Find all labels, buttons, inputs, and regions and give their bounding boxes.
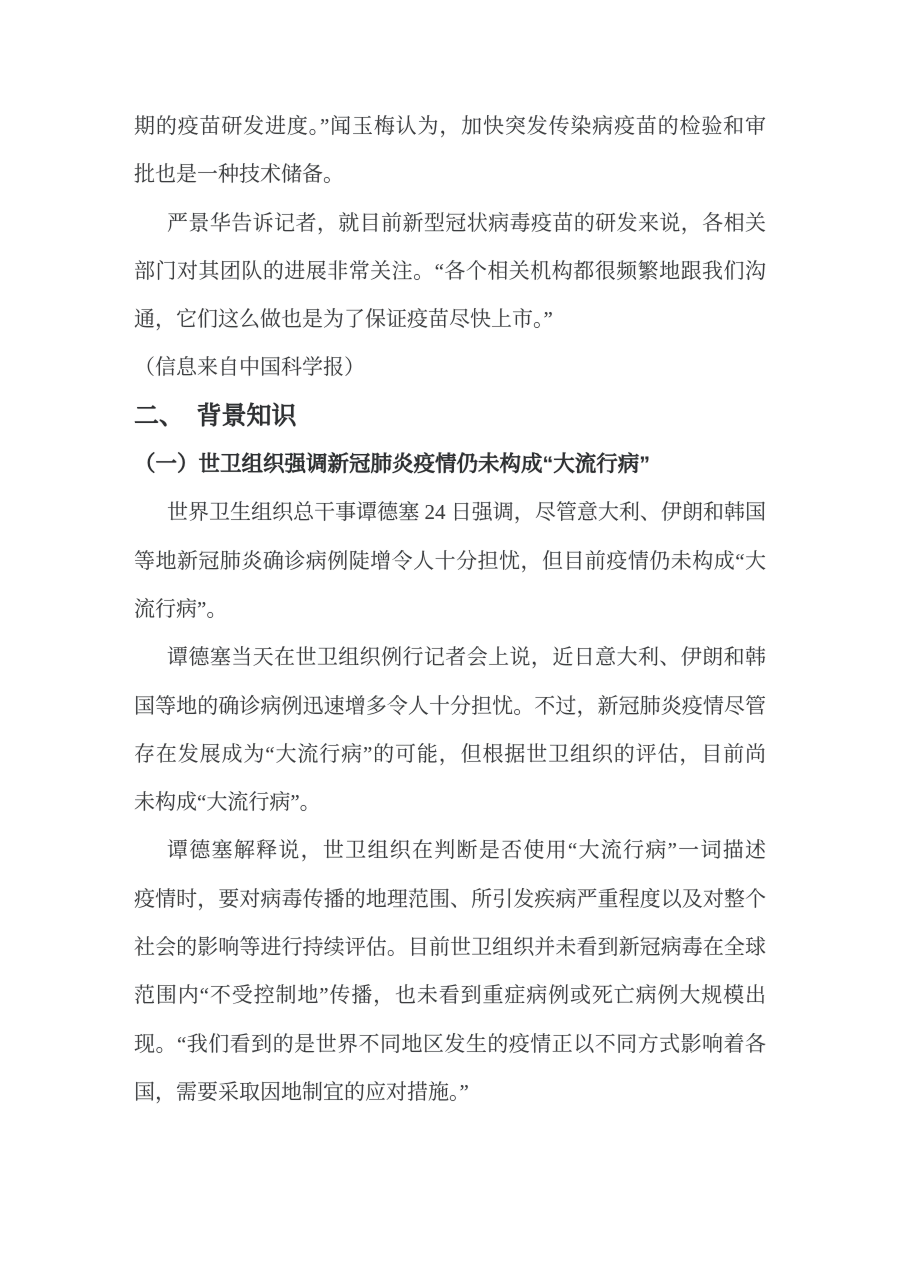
body-line: 范围内“不受控制地”传播，也未看到重症病例或死亡病例大规模出 xyxy=(134,983,766,1008)
body-line: 期的疫苗研发进度。”闻玉梅认为，加快突发传染病疫苗的检验和审 xyxy=(134,114,766,138)
body-line: 等地新冠肺炎确诊病例陡增令人十分担忧，但目前疫情仍未构成“大 xyxy=(134,548,766,573)
text-block xyxy=(134,102,766,1116)
body-line: 未构成“大流行病”。 xyxy=(134,790,321,815)
subsection-heading: （一）世卫组织强调新冠肺炎疫情仍未构成“大流行病” xyxy=(134,452,651,477)
body-line: 社会的影响等进行持续评估。目前世卫组织并未看到新冠病毒在全球 xyxy=(134,935,766,960)
section-heading: 二、 背景知识 xyxy=(134,401,297,430)
paragraph-tedros-explanation xyxy=(134,826,766,1116)
source-note xyxy=(134,343,766,391)
paragraph-tedros-briefing xyxy=(134,633,766,826)
body-line: 严景华告诉记者，就目前新型冠状病毒疫苗的研发来说，各相关 xyxy=(167,210,766,235)
body-line: 通，它们这么做也是为了保证疫苗尽快上市。” xyxy=(134,307,553,332)
paragraph-yan-jinghua xyxy=(134,199,766,344)
body-line: 存在发展成为“大流行病”的可能，但根据世卫组织的评估，目前尚 xyxy=(134,741,766,766)
section-heading-background-knowledge xyxy=(134,392,766,440)
body-line: 谭德塞解释说，世卫组织在判断是否使用“大流行病”一词描述 xyxy=(167,838,766,863)
body-line: 现。“我们看到的是世界不同地区发生的疫情正以不同方式影响着各 xyxy=(134,1031,766,1056)
body-line: 国，需要采取因地制宜的应对措施。” xyxy=(134,1079,469,1104)
body-line: 世界卫生组织总干事谭德塞 24 日强调，尽管意大利、伊朗和韩国 xyxy=(167,500,766,525)
body-line: 批也是一种技术储备。 xyxy=(134,162,344,187)
body-line: 疫情时，要对病毒传播的地理范围、所引发疾病严重程度以及对整个 xyxy=(134,886,766,911)
body-line: 谭德塞当天在世卫组织例行记者会上说，近日意大利、伊朗和韩 xyxy=(167,645,766,670)
body-line: 国等地的确诊病例迅速增多令人十分担忧。不过，新冠肺炎疫情尽管 xyxy=(134,693,766,718)
paragraph-vaccine-review xyxy=(134,102,766,199)
body-line: 部门对其团队的进展非常关注。“各个相关机构都很频繁地跟我们沟 xyxy=(134,258,766,283)
subsection-heading-who-pandemic xyxy=(134,440,766,488)
source-note-line: （信息来自中国科学报） xyxy=(134,355,365,380)
body-line: 流行病”。 xyxy=(134,596,228,621)
paragraph-who-statement xyxy=(134,488,766,633)
